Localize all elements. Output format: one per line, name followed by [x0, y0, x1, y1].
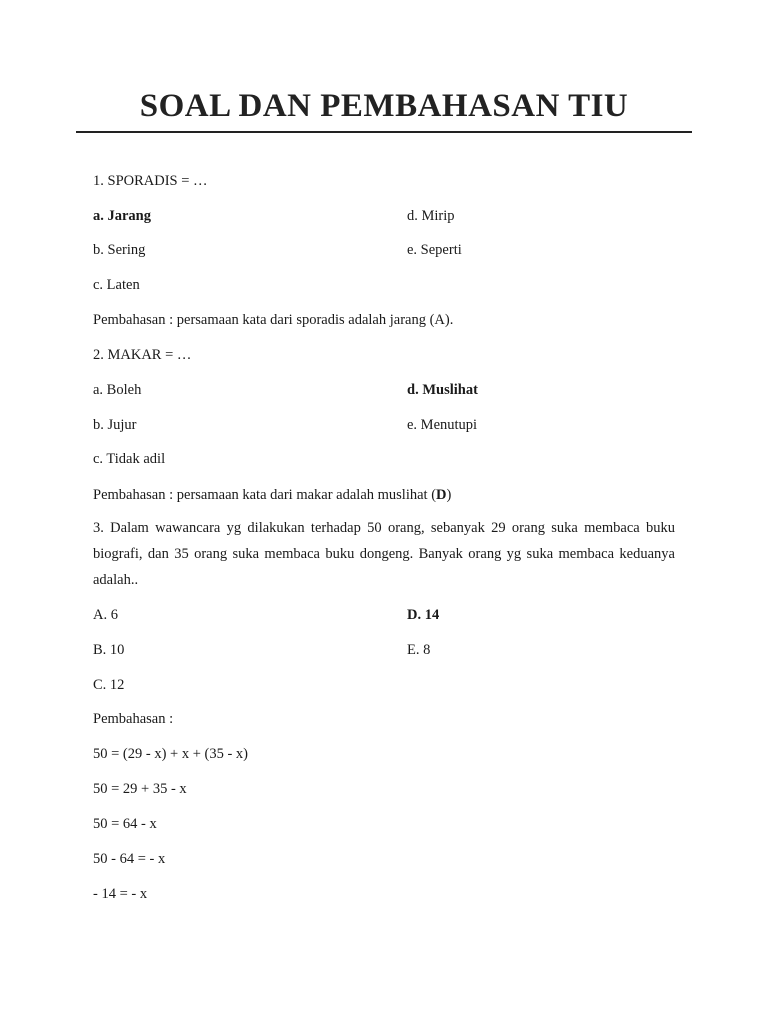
q2-option-d: d. Muslihat [407, 382, 478, 398]
q1-option-e: e. Seperti [407, 242, 462, 258]
q3-option-d: D. 14 [407, 607, 440, 623]
q2-option-e: e. Menutupi [407, 417, 478, 433]
title-underline [76, 131, 692, 133]
q3-option-a: A. 6 [93, 607, 118, 623]
q3-step: - 14 = - x [93, 886, 148, 902]
q3-step: 50 = (29 - x) + x + (35 - x) [93, 746, 249, 762]
q3-option-e: E. 8 [407, 642, 431, 658]
q2-explanation-close: ) [446, 487, 452, 503]
q1-option-b: b. Sering [93, 242, 146, 258]
q2-option-b: b. Jujur [93, 417, 137, 433]
q3-explanation-label: Pembahasan : [93, 711, 174, 727]
q2-explanation [93, 486, 451, 504]
page-title: SOAL DAN PEMBAHASAN TIU [139, 88, 629, 124]
q3-step: 50 = 29 + 35 - x [93, 781, 187, 797]
q2-option-a: a. Boleh [93, 382, 142, 398]
q1-question: 1. SPORADIS = … [93, 173, 208, 189]
q2-question: 2. MAKAR = … [93, 347, 192, 363]
q3-step: 50 - 64 = - x [93, 851, 166, 867]
q3-option-c: C. 12 [93, 677, 125, 693]
q2-option-c: c. Tidak adil [93, 451, 166, 467]
q3-question: 3. Dalam wawancara yg dilakukan terhadap 50 orang, sebanyak 29 orang suka membaca buku biografi, dan 35 orang suka membaca buku dongeng. Banyak orang yg suka membaca keduanya adalah.. [93, 520, 675, 588]
q1-explanation: Pembahasan : persamaan kata dari sporadis adalah jarang (A). [93, 312, 454, 328]
q2-explanation-text: Pembahasan : persamaan kata dari makar adalah muslihat ( [93, 487, 437, 503]
q1-option-d: d. Mirip [407, 208, 455, 224]
q1-option-c: c. Laten [93, 277, 140, 293]
q3-step: 50 = 64 - x [93, 816, 157, 832]
q1-option-a: a. Jarang [93, 208, 151, 224]
q2-explanation-answer: D [436, 487, 447, 503]
q3-option-b: B. 10 [93, 642, 125, 658]
